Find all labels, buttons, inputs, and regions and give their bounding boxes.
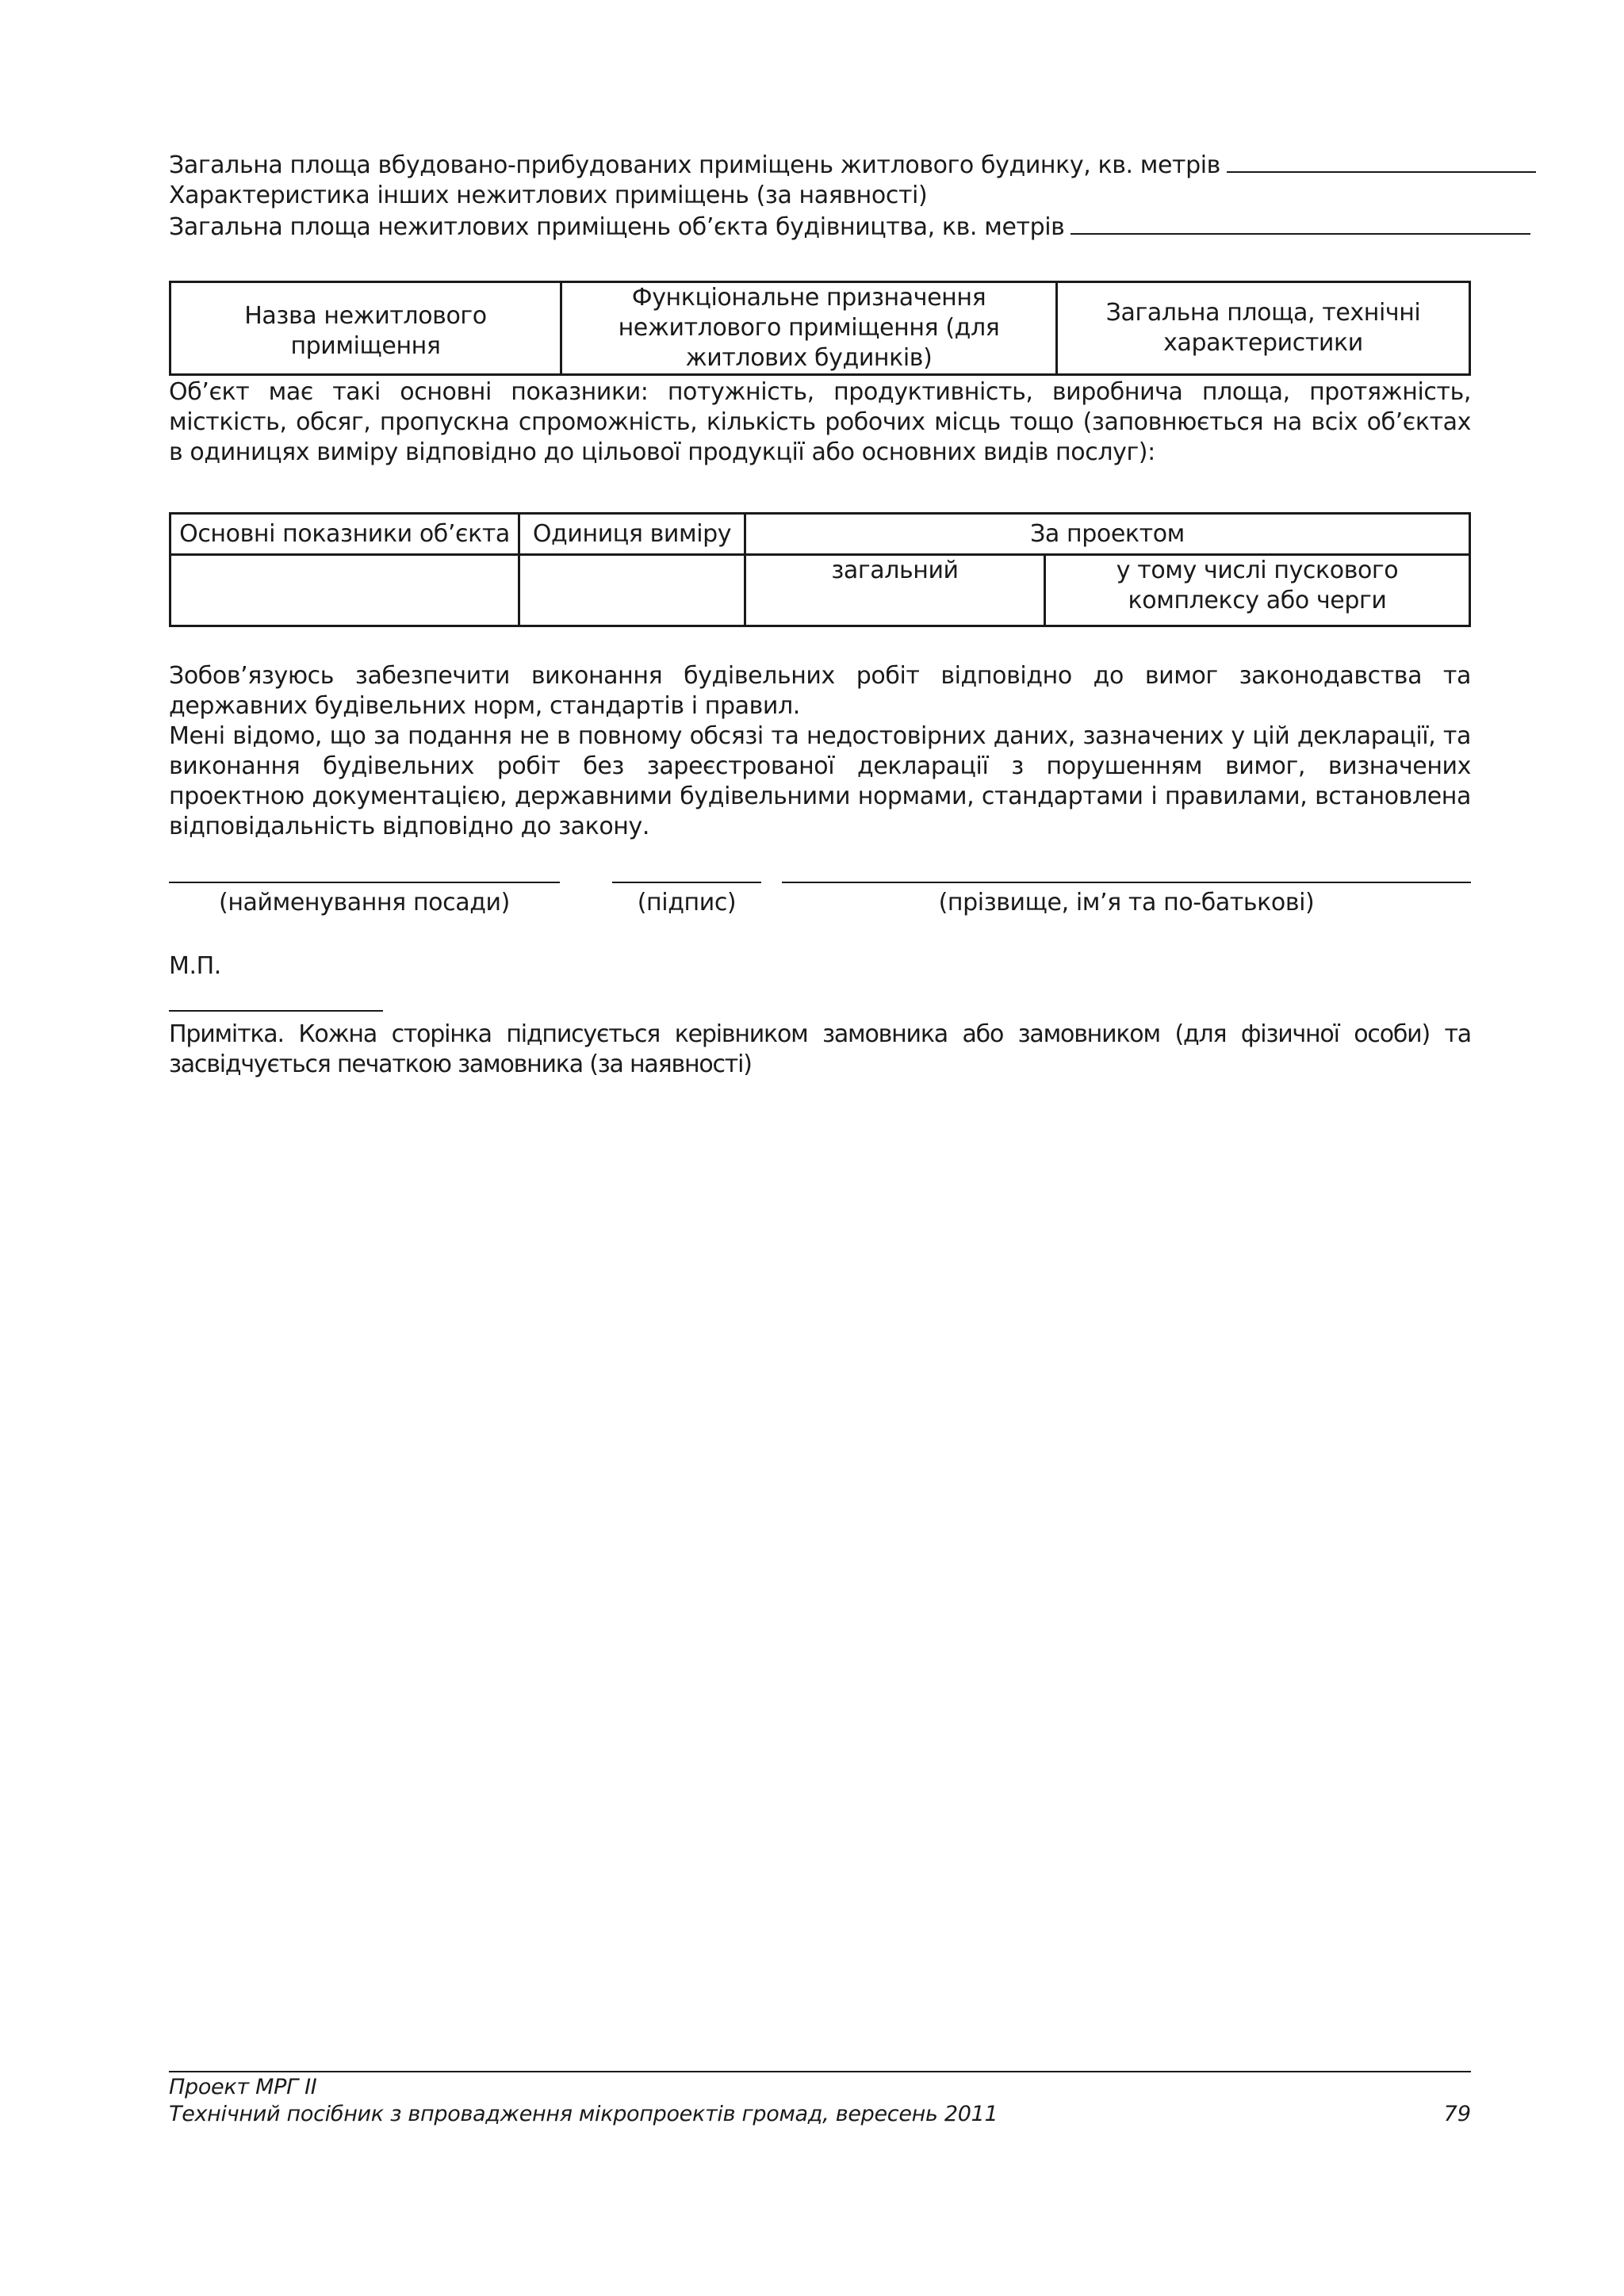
footer-project: Проект МРГ ІІ bbox=[169, 2075, 317, 2099]
note-text: Примітка. Кожна сторінка підписується керівником замовника або замовником (для фізичної особи) та засвідчується печаткою замовника (за наявності) bbox=[169, 1020, 1471, 1078]
launch-complex-subheader: у тому числі пускового комплексу або черги bbox=[1045, 555, 1470, 626]
declaration-text-block bbox=[169, 661, 1471, 842]
table-header-row bbox=[170, 282, 1470, 375]
stamp-label: М.П. bbox=[169, 952, 221, 980]
footer-divider bbox=[169, 2071, 1471, 2072]
responsibility-paragraph: Мені відомо, що за подання не в повному обсязі та недостовірних даних, зазначених у цій декларації, та виконання будівельних робіт без зареєстрованої декларації з порушенням вимог, визначених проектною документацією, державними будівельними нормами, стандартами і правилами, встановлена відповідальність відповідно до закону. bbox=[169, 722, 1471, 840]
built-in-area-label: Загальна площа вбудовано-прибудованих приміщень житлового будинку, кв. метрів bbox=[169, 151, 1220, 179]
premises-function-header: Функціональне призначення нежитлового приміщення (для житлових будинків) bbox=[561, 282, 1057, 375]
page-number: 79 bbox=[1443, 2102, 1471, 2126]
other-characteristics-label: Характеристика інших нежитлових приміщень (за наявності) bbox=[169, 182, 928, 209]
unit-header: Одиниця виміру bbox=[519, 514, 745, 555]
name-signature-line[interactable] bbox=[782, 882, 1471, 883]
total-subheader: загальний bbox=[745, 555, 1045, 626]
signature-caption: (підпис) bbox=[637, 889, 737, 916]
premises-name-header: Назва нежитлового приміщення bbox=[170, 282, 561, 375]
footer-manual-title: Технічний посібник з впровадження мікропроектів громад, вересень 2011 bbox=[169, 2102, 998, 2126]
built-in-area-line bbox=[169, 149, 1471, 181]
signature-line[interactable] bbox=[612, 882, 761, 883]
indicators-cell[interactable] bbox=[170, 555, 519, 626]
table-header-row bbox=[170, 514, 1470, 555]
nonresidential-premises-table bbox=[169, 281, 1471, 376]
total-nonresidential-fill-field[interactable] bbox=[1071, 211, 1530, 235]
indicators-block bbox=[169, 377, 1471, 468]
commitment-paragraph: Зобов’язуюсь забезпечити виконання будівельних робіт відповідно до вимог законодавства та державних будівельних норм, стандартів і правил. bbox=[169, 662, 1471, 720]
stamp-block bbox=[169, 951, 1471, 982]
indicators-paragraph: Об’єкт має такі основні показники: потужність, продуктивність, виробнича площа, протяжність, місткість, обсяг, пропускна спроможність, кількість робочих місць тощо (заповнюється на всіх об’єктах в одиницях виміру відповідно до цільової продукції або основних видів послуг): bbox=[169, 378, 1471, 466]
indicators-header: Основні показники об’єкта bbox=[170, 514, 519, 555]
position-signature-line[interactable] bbox=[169, 882, 560, 883]
premises-area-header: Загальна площа, технічні характеристики bbox=[1057, 282, 1470, 375]
built-in-area-fill-field[interactable] bbox=[1227, 149, 1536, 173]
total-nonresidential-label: Загальна площа нежитлових приміщень об’єкта будівництва, кв. метрів bbox=[169, 213, 1065, 241]
note-block bbox=[169, 1020, 1471, 1080]
unit-cell[interactable] bbox=[519, 555, 745, 626]
note-separator bbox=[169, 1010, 383, 1012]
position-caption: (найменування посади) bbox=[219, 889, 510, 916]
object-indicators-table bbox=[169, 512, 1471, 627]
name-caption: (прізвище, ім’я та по-батькові) bbox=[938, 889, 1315, 916]
table-row bbox=[170, 555, 1470, 626]
other-characteristics-line bbox=[169, 181, 1471, 211]
area-lines-block bbox=[169, 149, 1471, 243]
by-project-header: За проектом bbox=[745, 514, 1470, 555]
total-nonresidential-line bbox=[169, 211, 1471, 243]
